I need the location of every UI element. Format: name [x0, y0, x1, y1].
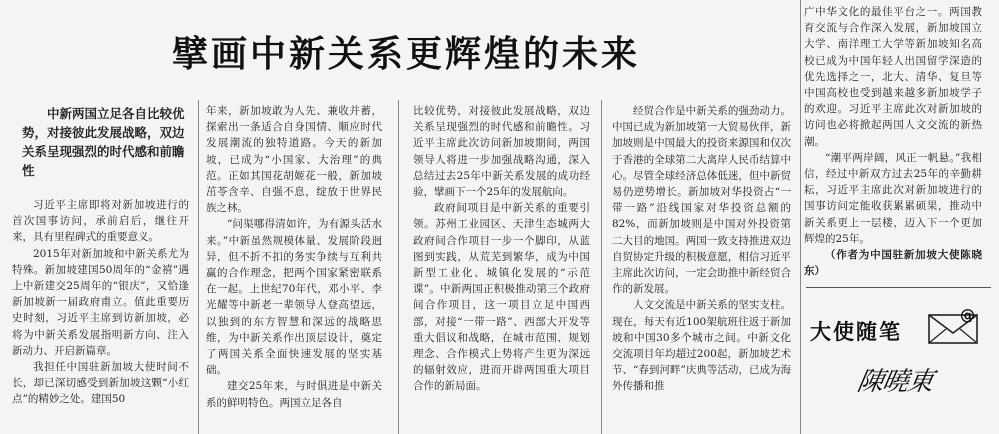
column-3 [413, 103, 590, 395]
paragraph: “问渠哪得清如许，为有源头活水来。”中新虽然规模体量、发展阶段迥异，但不折不扣的务实争续与互利共赢的合作理念，把两个国家紧密联系在一起。上世纪70年代，邓小平、李光耀等中新老一辈领导人登高望远，以独到的东方智慧和深远的战略思维，为中新关系作出顶层设计，奠定了两国关系全面快速发展的坚实基础。 [206, 218, 382, 377]
column-divider [800, 0, 801, 434]
column-4 [612, 103, 791, 395]
paragraph: 建交25年来，与时俱进是中新关系的鲜明特色。两国立足各自 [206, 380, 382, 409]
paragraph: 人文交流是中新关系的坚实支柱。现在，每天有近100架航班往返于新加坡和中国30多个城市之间。中新文化交流项目年均超过200起，新加坡艺术节、“春到河畔”庆典等活动，已成为海外传播和推 [612, 299, 791, 393]
paragraph: 习近平主席即将对新加坡进行的首次国事访问，承前启后，继往开来，具有里程碑式的重要意义。 [12, 199, 189, 244]
paragraph: 年来，新加坡敢为人先、兼收并蓄，探索出一条适合自身国情、顺应时代发展潮流的独特道路。今天的新加坡，已成为“小国家、大治理”的典范。正如其国花胡姬花一般，新加坡茁苓含辛、自强不息，绽放于世界民族之林。 [206, 105, 382, 215]
at-sign: @ [960, 307, 975, 324]
paragraph: “潮平两岸阔，风正一帆悬。”我相信，经过中新双方过去25年的辛勤耕耘，习近平主席此次对新加坡进行的国事访问定能收获累累硕果，推动中新关系更上一层楼，迈入下一个更加辉煌的25年。 [804, 151, 982, 245]
column-1 [12, 197, 189, 408]
paragraph: 经贸合作是中新关系的强劲动力。中国已成为新加坡第一大贸易伙伴，新加坡则是中国最大的投资来源国和仅次于香港的全球第二大离岸人民币结算中心。尽管全球经济总体低迷，但中新贸易仍逆势增长。新加坡对华投资占“一带一路”沿线国家对华投资总额的82%，而新加坡则是中国对外投资第二大目的地国。两国一致支持推进双边自贸协定升级的积极意愿，相信习近平主席此次访问，一定会助推中新经贸合作的新发展。 [612, 105, 791, 296]
paragraph: 政府间项目是中新关系的重要引领。苏州工业园区、天津生态城两大政府间合作项目一步一个脚印，从蓝图到实践，从荒芜到繁华，成为中国新型工业化、城镇化发展的“示范谍”。中新两国正积极推动第三个政府间合作项目，这一项目立足中国西部，对接“一带一路”、西部大开发等重大倡议和战略，在城市范围、规划理念、合作模式上势将产生更为深远的辐射效应，进而开辟两国重大项目合作的新局面。 [413, 202, 590, 393]
handwritten-signature: 陳曉東 [854, 367, 936, 397]
paragraph: 2015年对新加坡和中新关系尤为特殊。新加坡建国50周年的“金禧”遇上中新建交25周年的“银庆”，又恰逢新加坡新一届政府甫立。值此重要历史时刻，习近平主席到访新加坡，必将为中新关系发展指明新方向、注入新动力、开启新篇章。 [12, 247, 189, 357]
envelope-icon [926, 307, 982, 347]
column-5 [804, 4, 982, 279]
column-logo-box [806, 287, 991, 427]
paragraph: 我担任中国驻新加坡大使时间不长，却已深切感受到新加坡这颗“小红点”的精妙之处。建国50 [12, 361, 189, 406]
box-rule-top [806, 287, 991, 288]
lead-summary: 中新两国立足各自比较优势，对接彼此发展战略，双边关系呈现强烈的时代感和前瞻性 [22, 106, 185, 178]
column-name: 大使随笔 [810, 320, 902, 344]
paragraph: 广中华文化的最佳平台之一。两国教育交流与合作深入发展，新加坡国立大学、南洋理工大学等新加坡知名高校已成为中国年轻人出国留学深造的优先选择之一，北大、清华、复旦等中国高校也受到越来越多新加坡学子的欢迎。习近平主席此次对新加坡的访问也必将掀起两国人文交流的新热潮。 [804, 6, 982, 148]
paragraph: 比较优势，对接彼此发展战略，双边关系呈现强烈的时代感和前瞻性。习近平主席此次访问新加坡期间，两国领导人将进一步加强战略沟通，深入总结过去25年中新关系发展的成功经验，擘画下一个25年的发展航向。 [413, 105, 590, 199]
column-divider [198, 100, 199, 434]
column-divider [601, 100, 602, 434]
author-note: （作者为中国驻新加坡大使陈晓东） [804, 249, 982, 278]
column-divider [398, 100, 399, 434]
headline: 擘画中新关系更辉煌的未来 [171, 34, 640, 75]
column-2 [206, 103, 382, 411]
